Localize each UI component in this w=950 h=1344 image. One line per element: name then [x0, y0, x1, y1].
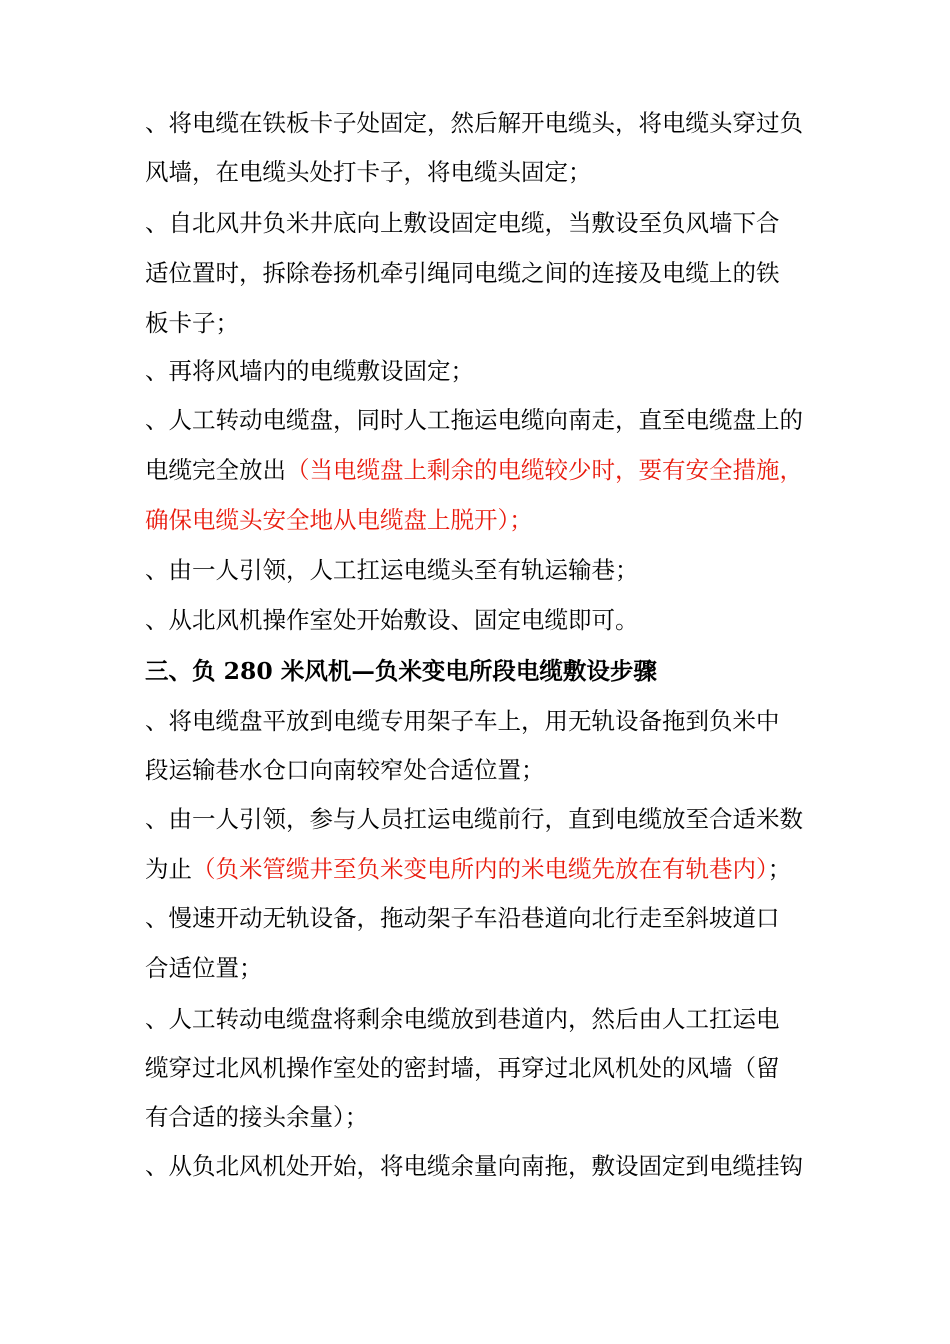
text-run: 、人工转动电缆盘，同时人工拖运电缆向南走，直至电缆盘上的: [145, 406, 803, 434]
text-run: 、再将风墙内的电缆敷设固定；: [145, 357, 474, 385]
paragraph-line: [145, 1053, 840, 1083]
paragraph-line: [145, 755, 840, 785]
warning-note: （负米管缆井至负米变电所内的米电缆先放在有轨巷内）: [192, 855, 768, 883]
paragraph-line: [145, 1151, 840, 1181]
paragraph-line: [145, 258, 840, 288]
text-run: 为止: [145, 855, 192, 883]
paragraph-line: [145, 903, 840, 933]
paragraph-line: [145, 555, 840, 585]
paragraph-line: [145, 804, 840, 834]
text-run: 段运输巷水仓口向南较窄处合适位置；: [145, 756, 545, 784]
text-run: 板卡子；: [145, 309, 239, 337]
text-run: 、将电缆盘平放到电缆专用架子车上，用无轨设备拖到负米中: [145, 707, 780, 735]
paragraph-line: [145, 505, 840, 535]
text-run: 适位置时，拆除卷扬机牵引绳同电缆之间的连接及电缆上的铁: [145, 259, 780, 287]
paragraph-line: [145, 455, 840, 485]
text-run: 缆穿过北风机操作室处的密封墙，再穿过北风机处的风墙（留: [145, 1054, 780, 1082]
paragraph-line: [145, 854, 840, 884]
paragraph-line: [145, 108, 840, 138]
paragraph-line: [145, 208, 840, 238]
text-run: 、慢速开动无轨设备，拖动架子车沿巷道向北行走至斜坡道口: [145, 904, 780, 932]
text-run: 、将电缆在铁板卡子处固定，然后解开电缆头，将电缆头穿过负: [145, 109, 803, 137]
warning-note: 确保电缆头安全地从电缆盘上脱开）；: [145, 506, 533, 534]
text-run: 风墙，在电缆头处打卡子，将电缆头固定；: [145, 158, 592, 186]
paragraph-line: [145, 1102, 840, 1132]
text-run: 、从北风机操作室处开始敷设、固定电缆即可。: [145, 606, 639, 634]
text-run: 、自北风井负米井底向上敷设固定电缆，当敷设至负风墙下合: [145, 209, 780, 237]
paragraph-line: [145, 308, 840, 338]
text-run: 电缆完全放出: [145, 456, 286, 484]
text-run: 、人工转动电缆盘将剩余电缆放到巷道内，然后由人工扛运电: [145, 1005, 780, 1033]
paragraph-line: [145, 953, 840, 983]
paragraph-line: [145, 706, 840, 736]
paragraph-line: [145, 405, 840, 435]
paragraph-line: [145, 605, 840, 635]
text-run: 、由一人引领，人工扛运电缆头至有轨运输巷；: [145, 556, 639, 584]
warning-note: （当电缆盘上剩余的电缆较少时，要有安全措施，: [286, 456, 803, 484]
paragraph-line: [145, 356, 840, 386]
text-run: 有合适的接头余量）；: [145, 1103, 369, 1131]
paragraph-line: [145, 157, 840, 187]
paragraph-line: [145, 1004, 840, 1034]
text-run: 、由一人引领，参与人员扛运电缆前行，直到电缆放至合适米数: [145, 805, 803, 833]
section-heading: [145, 656, 840, 686]
text-run: ；: [767, 855, 792, 883]
heading-text: 三、负 280 米风机—负米变电所段电缆敷设步骤: [145, 657, 657, 685]
text-run: 、从负北风机处开始，将电缆余量向南拖，敷设固定到电缆挂钩: [145, 1152, 803, 1180]
text-run: 合适位置；: [145, 954, 263, 982]
